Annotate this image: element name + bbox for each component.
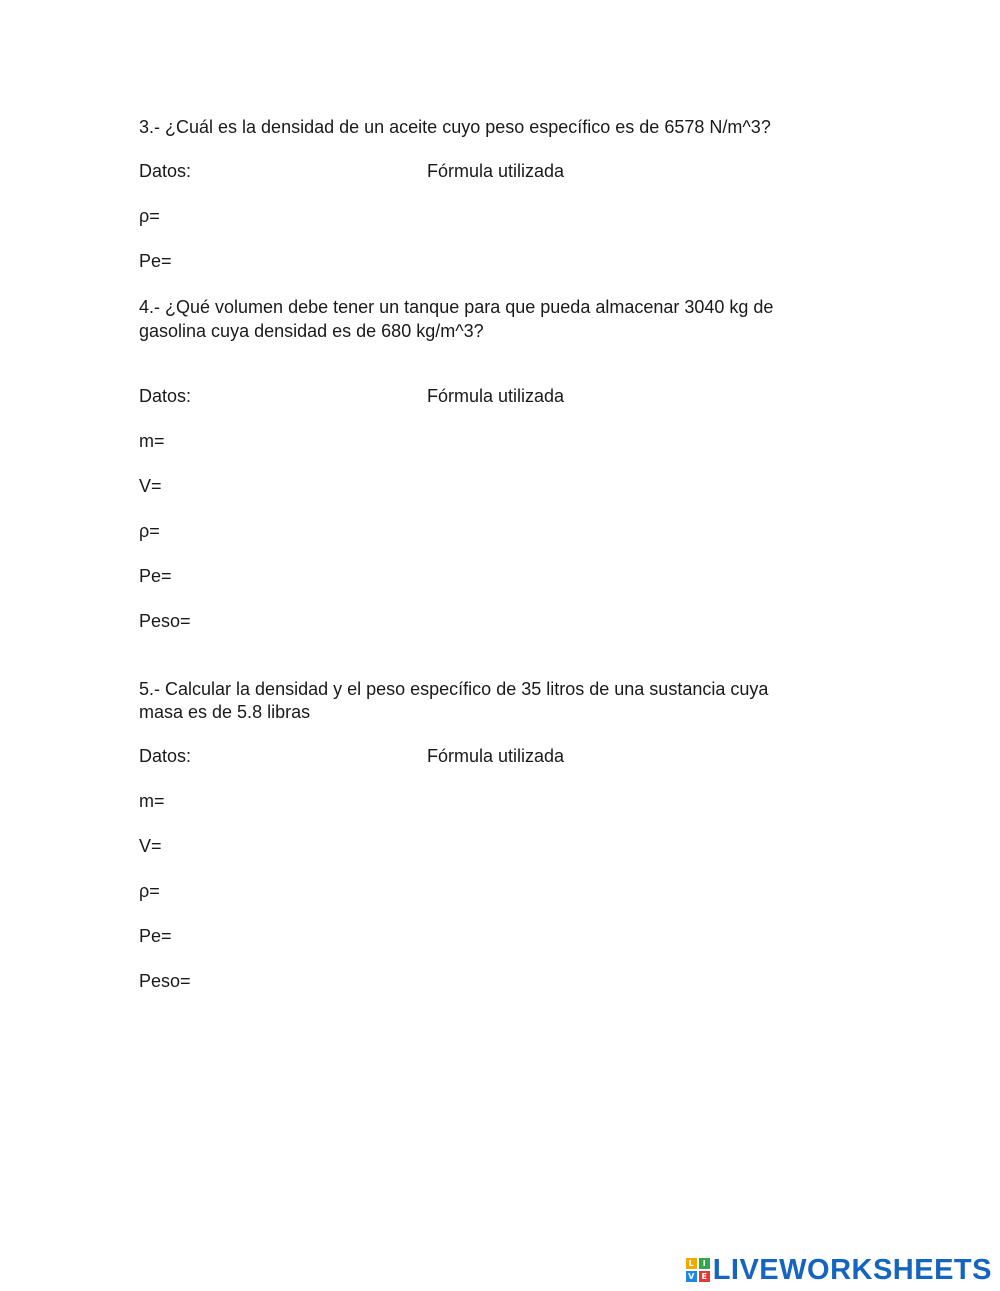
q4-field-rho: ρ=: [139, 521, 160, 541]
logo-block-v: V: [686, 1271, 697, 1282]
question-3-text: 3.- ¿Cuál es la densidad de un aceite cuyo peso específico es de 6578 N/m^3?: [139, 117, 771, 137]
logo-text: LIVEWORKSHEETS: [712, 1254, 992, 1286]
q5-field-v: V=: [139, 836, 162, 856]
logo-block-i: I: [699, 1258, 710, 1269]
q4-field-v: V=: [139, 476, 162, 496]
q5-field-m: m=: [139, 791, 165, 811]
question-5-text-line1: 5.- Calcular la densidad y el peso específico de 35 litros de una sustancia cuya: [139, 679, 769, 699]
logo-block-l: L: [686, 1258, 697, 1269]
q4-field-pe: Pe=: [139, 566, 172, 586]
q3-field-pe: Pe=: [139, 251, 172, 271]
q3-formula-label: Fórmula utilizada: [427, 161, 565, 181]
q4-formula-label: Fórmula utilizada: [427, 386, 565, 406]
logo-block-e: E: [699, 1271, 710, 1282]
question-5-text-line2: masa es de 5.8 libras: [139, 702, 311, 722]
logo-blocks-icon: [686, 1258, 710, 1282]
q4-field-peso: Peso=: [139, 611, 191, 631]
liveworksheets-logo: [686, 1255, 992, 1285]
q5-field-peso: Peso=: [139, 971, 191, 991]
q5-formula-label: Fórmula utilizada: [427, 746, 565, 766]
q4-field-m: m=: [139, 431, 165, 451]
q5-field-rho: ρ=: [139, 881, 160, 901]
question-4-text-line1: 4.- ¿Qué volumen debe tener un tanque para que pueda almacenar 3040 kg de: [139, 297, 774, 317]
q5-datos-label: Datos:: [139, 746, 192, 766]
q3-field-rho: ρ=: [139, 206, 160, 226]
q4-datos-label: Datos:: [139, 386, 192, 406]
question-4-text-line2: gasolina cuya densidad es de 680 kg/m^3?: [139, 321, 484, 341]
q5-field-pe: Pe=: [139, 926, 172, 946]
q3-datos-label: Datos:: [139, 161, 192, 181]
